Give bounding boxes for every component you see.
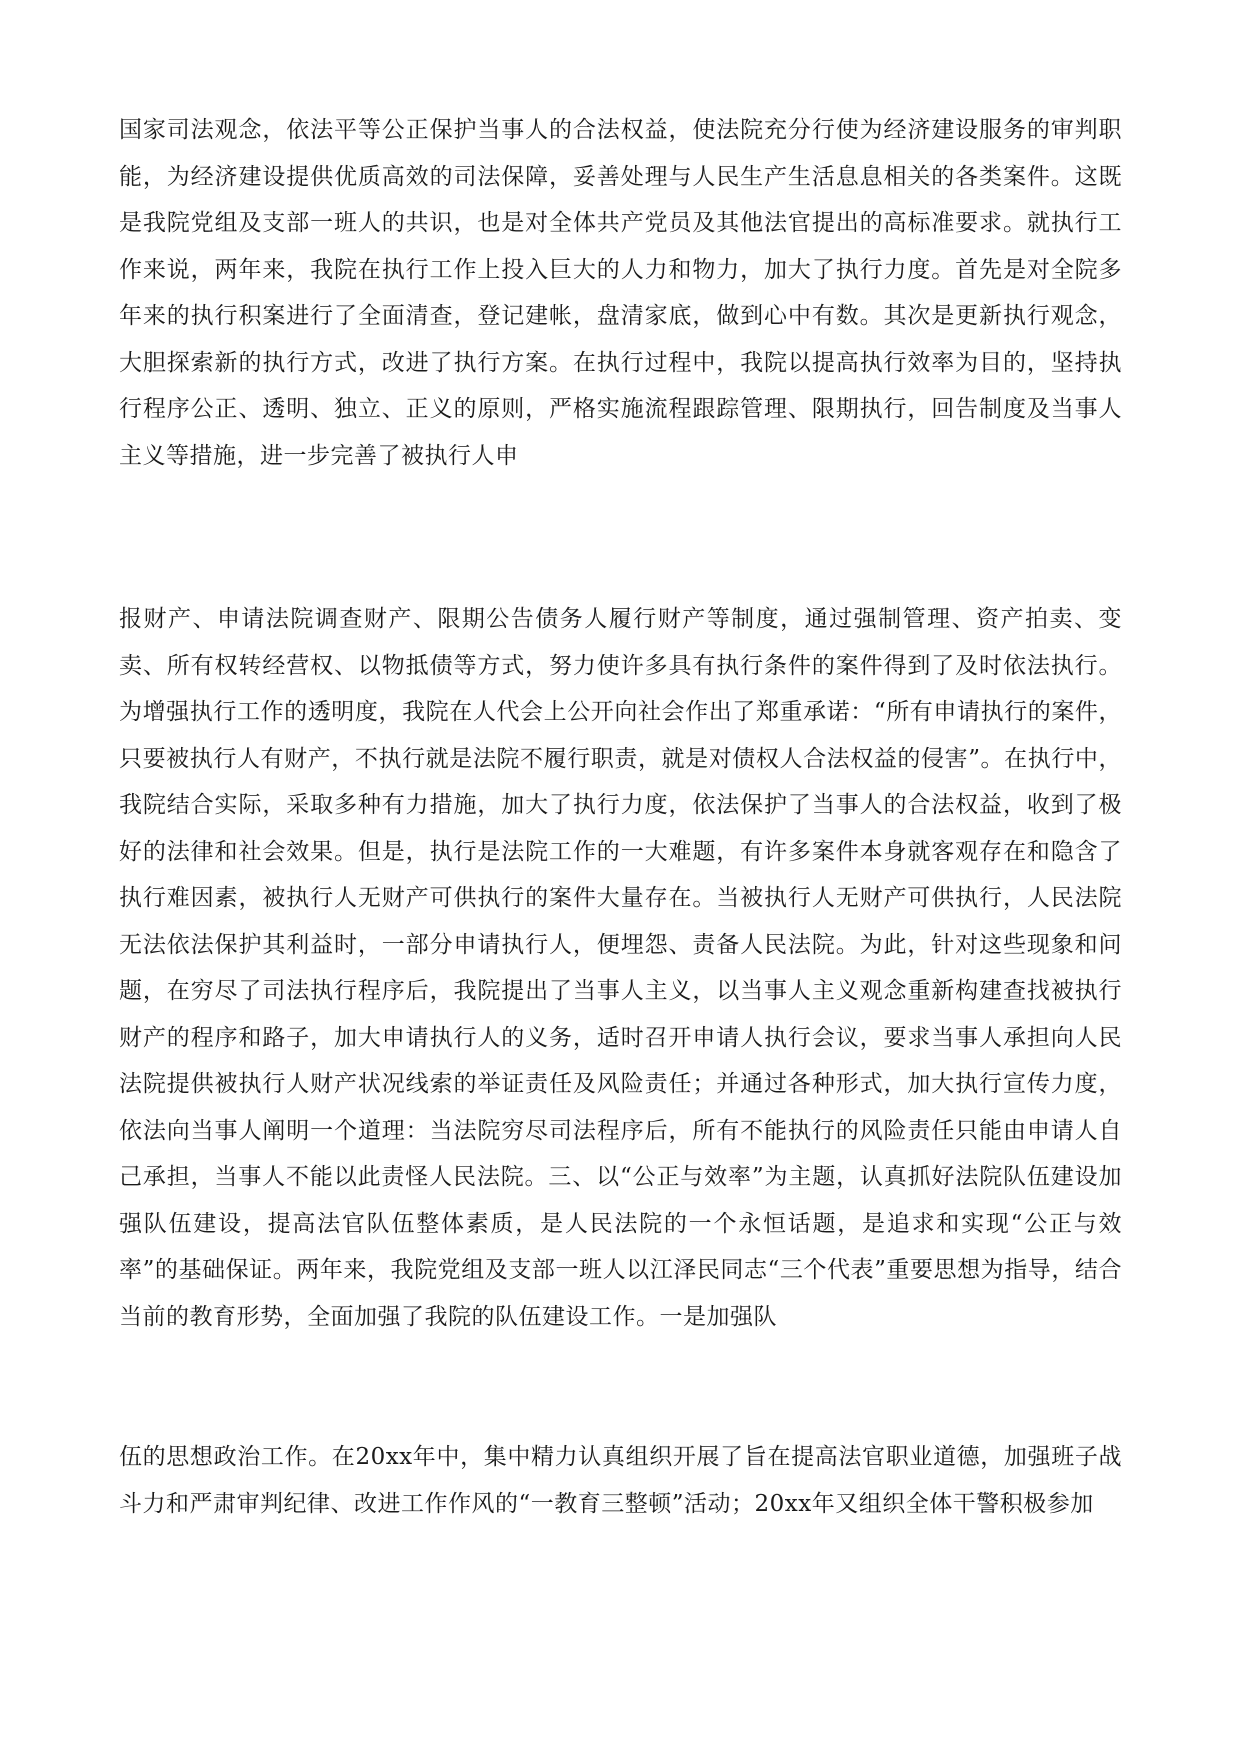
paragraph-2: 报财产、申请法院调查财产、限期公告债务人履行财产等制度，通过强制管理、资产拍卖、变卖、所有权转经营权、以物抵债等方式，努力使许多具有执行条件的案件得到了及时依法执行。为增强执行工作的透明度，我院在人代会上公开向社会作出了郑重承诺：“所有申请执行的案件，只要被执行人有财产，不执行就是法院不履行职责，就是对债权人合法权益的侵害”。在执行中，我院结合实际，采取多种有力措施，加大了执行力度，依法保护了当事人的合法权益，收到了极好的法律和社会效果。但是，执行是法院工作的一大难题，有许多案件本身就客观存在和隐含了执行难因素，被执行人无财产可供执行的案件大量存在。当被执行人无财产可供执行，人民法院无法依法保护其利益时，一部分申请执行人，便埋怨、责备人民法院。为此，针对这些现象和问题，在穷尽了司法执行程序后，我院提出了当事人主义，以当事人主义观念重新构建查找被执行财产的程序和路子，加大申请执行人的义务，适时召开申请人执行会议，要求当事人承担向人民法院提供被执行人财产状况线索的举证责任及风险责任；并通过各种形式，加大执行宣传力度，依法向当事人阐明一个道理：当法院穷尽司法程序后，所有不能执行的风险责任只能由申请人自己承担，当事人不能以此责怪人民法院。三、以“公正与效率”为主题，认真抓好法院队伍建设加强队伍建设，提高法官队伍整体素质，是人民法院的一个永恒话题，是追求和实现“公正与效率”的基础保证。两年来，我院党组及支部一班人以江泽民同志“三个代表”重要思想为指导，结合当前的教育形势，全面加强了我院的队伍建设工作。一是加强队 [119, 606, 1122, 1330]
paragraph-3: 伍的思想政治工作。在20xx年中，集中精力认真组织开展了旨在提高法官职业道德，加强班子战斗力和严肃审判纪律、改进工作作风的“一教育三整顿”活动；20xx年又组织全体干警积极参加 [119, 1444, 1122, 1517]
paragraph-1: 国家司法观念，依法平等公正保护当事人的合法权益，使法院充分行使为经济建设服务的审判职能，为经济建设提供优质高效的司法保障，妥善处理与人民生产生活息息相关的各类案件。这既是我院党组及支部一班人的共识，也是对全体共产党员及其他法官提出的高标准要求。就执行工作来说，两年来，我院在执行工作上投入巨大的人力和物力，加大了执行力度。首先是对全院多年来的执行积案进行了全面清查，登记建帐，盘清家底，做到心中有数。其次是更新执行观念，大胆探索新的执行方式，改进了执行方案。在执行过程中，我院以提高执行效率为目的，坚持执行程序公正、透明、独立、正义的原则，严格实施流程跟踪管理、限期执行，回告制度及当事人主义等措施，进一步完善了被执行人申 [119, 117, 1122, 469]
